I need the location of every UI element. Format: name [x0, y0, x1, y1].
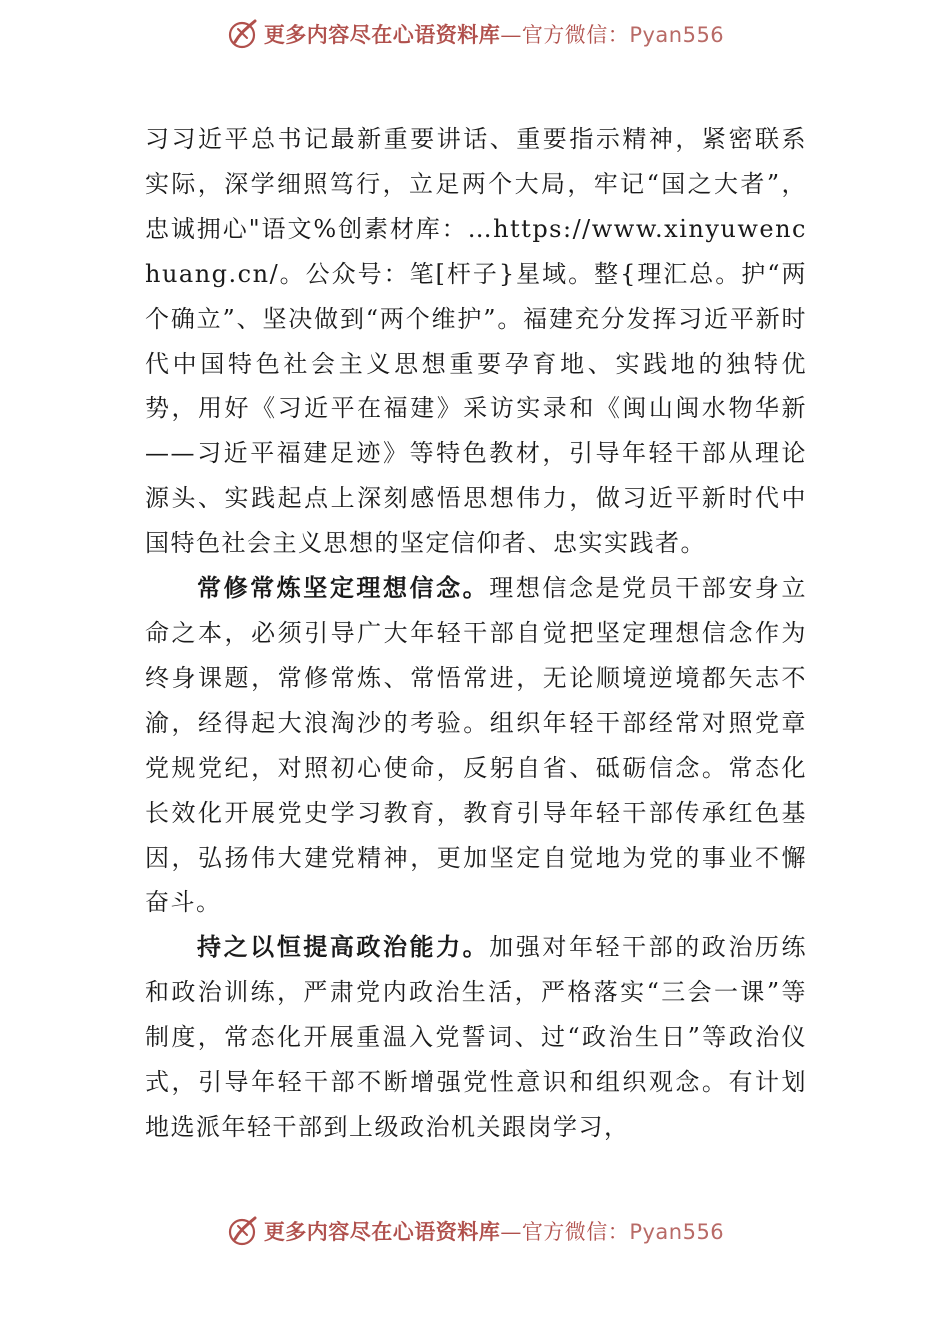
paragraph-body: 习习近平总书记最新重要讲话、重要指示精神，紧密联系实际，深学细照笃行，立足两个大局，牢记“国之大者”，忠诚拥心"语文%创素材库：…https://www.xinyuwenchuang.cn/。公众号：笔[杆子}星域。整{理汇总。护“两个确立”、坚决做到“两个维护”。福建充分发挥习近平新时代中国特色社会主义思想重要孕育地、实践地的独特优势，用好《习近平在福建》采访实录和《闽山闽水物华新——习近平福建足迹》等特色教材，引导年轻干部从理论源头、实践起点上深刻感悟思想伟力，做习近平新时代中国特色社会主义思想的坚定信仰者、忠实实践者。 [145, 125, 807, 558]
paragraph-lead: 常修常炼坚定理想信念。 [197, 573, 490, 603]
paragraph [145, 925, 807, 1150]
paragraph-body: 加强对年轻干部的政治历练和政治训练，严肃党内政治生活，严格落实“三会一课”等制度，常态化开展重温入党誓词、过“政治生日”等政治仪式，引导年轻干部不断增强党性意识和组织观念。有计划地选派年轻干部到上级政治机关跟岗学习， [145, 933, 807, 1141]
brush-logo-icon [226, 1214, 260, 1248]
watermark-code: Pyan556 [629, 23, 725, 47]
brush-logo-icon [226, 17, 260, 51]
watermark-title: 更多内容尽在心语资料库 [263, 22, 501, 47]
watermark-separator: — [500, 23, 522, 47]
watermark-title: 更多内容尽在心语资料库 [263, 1219, 501, 1244]
paragraph-lead: 持之以恒提高政治能力。 [197, 932, 490, 962]
footer-watermark [0, 1211, 950, 1251]
watermark-code: Pyan556 [629, 1220, 725, 1244]
document-body [145, 117, 807, 1150]
paragraph [145, 117, 807, 566]
watermark-official: 官方微信： [521, 1220, 630, 1244]
watermark-text [264, 1216, 724, 1246]
paragraph [145, 566, 807, 925]
paragraph-body: 理想信念是党员干部安身立命之本，必须引导广大年轻干部自觉把坚定理想信念作为终身课题，常修常炼、常悟常进，无论顺境逆境都矢志不渝，经得起大浪淘沙的考验。组织年轻干部经常对照党章党规党纪，对照初心使命，反躬自省、砥砺信念。常态化长效化开展党史学习教育，教育引导年轻干部传承红色基因，弘扬伟大建党精神，更加坚定自觉地为党的事业不懈奋斗。 [145, 574, 807, 917]
header-watermark [0, 14, 950, 54]
watermark-official: 官方微信： [521, 23, 630, 47]
watermark-separator: — [500, 1220, 522, 1244]
watermark-text [264, 19, 724, 49]
